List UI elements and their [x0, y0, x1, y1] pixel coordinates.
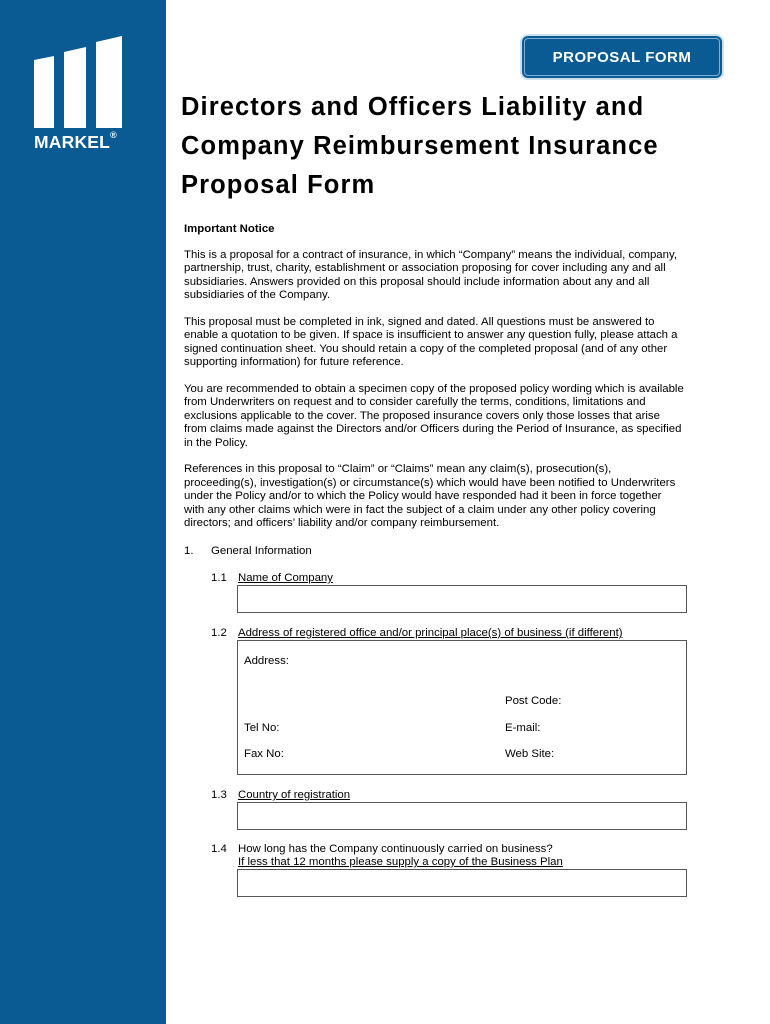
important-notice — [184, 223, 684, 544]
country-field[interactable] — [237, 802, 687, 830]
title-line: Proposal Form — [181, 171, 376, 199]
business-duration-label: How long has the Company continuously carried on business? — [238, 843, 553, 855]
section-number: 1. — [184, 545, 194, 557]
notice-paragraph: References in this proposal to “Claim” or “Claims” mean any claim(s), prosecution(s), proceeding(s), investigation(s) or circumstance(s) which would have been notified to Underwriters under the Policy and/or to which the Policy would have responded had it been in force together with any other claims which were in fact the subject of a claim under any other policy covering directors; and officers’ liability and/or company reimbursement. — [184, 463, 676, 529]
title-line: Directors and Officers Liability and — [181, 93, 645, 121]
postcode-label: Post Code: — [505, 695, 562, 707]
question-number: 1.1 — [211, 572, 227, 584]
business-plan-note: If less that 12 months please supply a copy of the Business Plan — [238, 856, 563, 868]
logo-text: MARKEL — [34, 132, 111, 152]
registered-mark: ® — [110, 130, 117, 140]
section-title: General Information — [211, 545, 312, 557]
business-duration-field[interactable] — [237, 869, 687, 897]
question-number: 1.3 — [211, 789, 227, 801]
notice-heading: Important Notice — [184, 223, 275, 235]
notice-paragraph: You are recommended to obtain a specimen copy of the proposed policy wording which is available from Underwriters on request and to consider carefully the terms, conditions, limitations and exclusions applicable to the cover. The proposed insurance covers only those losses that arise from claims made against the Directors and/or Officers during the Period of Insurance, as specified in the Policy. — [184, 382, 684, 449]
address-question-label: Address of registered office and/or principal place(s) of business (if different) — [238, 627, 623, 639]
markel-logo — [34, 36, 130, 152]
tel-label: Tel No: — [244, 722, 280, 734]
proposal-form-badge: PROPOSAL FORM — [520, 34, 724, 80]
page-title — [181, 88, 751, 205]
question-number: 1.4 — [211, 843, 227, 855]
markel-buildings-icon — [34, 36, 126, 128]
fax-label: Fax No: — [244, 748, 284, 760]
title-line: Company Reimbursement Insurance — [181, 132, 659, 160]
company-name-field[interactable] — [237, 585, 687, 613]
brand-sidebar — [0, 0, 166, 1024]
logo-wordmark — [34, 132, 117, 153]
notice-paragraph: This is a proposal for a contract of insurance, in which “Company” means the individual, company, partnership, trust, charity, establishment or association proposing for cover including any and all subsidiaries. Answers provided on this proposal should include information about any and all subsidiaries of the Company. — [184, 248, 677, 301]
address-field[interactable] — [237, 640, 687, 775]
country-label: Country of registration — [238, 789, 351, 801]
email-label: E-mail: — [505, 722, 541, 734]
address-label: Address: — [244, 655, 289, 667]
question-number: 1.2 — [211, 627, 227, 639]
website-label: Web Site: — [505, 748, 555, 760]
notice-paragraph: This proposal must be completed in ink, signed and dated. All questions must be answered to enable a quotation to be given. If space is insufficient to answer any question fully, please attach a signed continuation sheet. You should retain a copy of the completed proposal (and of any other supporting information) for future reference. — [184, 315, 678, 368]
company-name-label: Name of Company — [238, 572, 333, 584]
